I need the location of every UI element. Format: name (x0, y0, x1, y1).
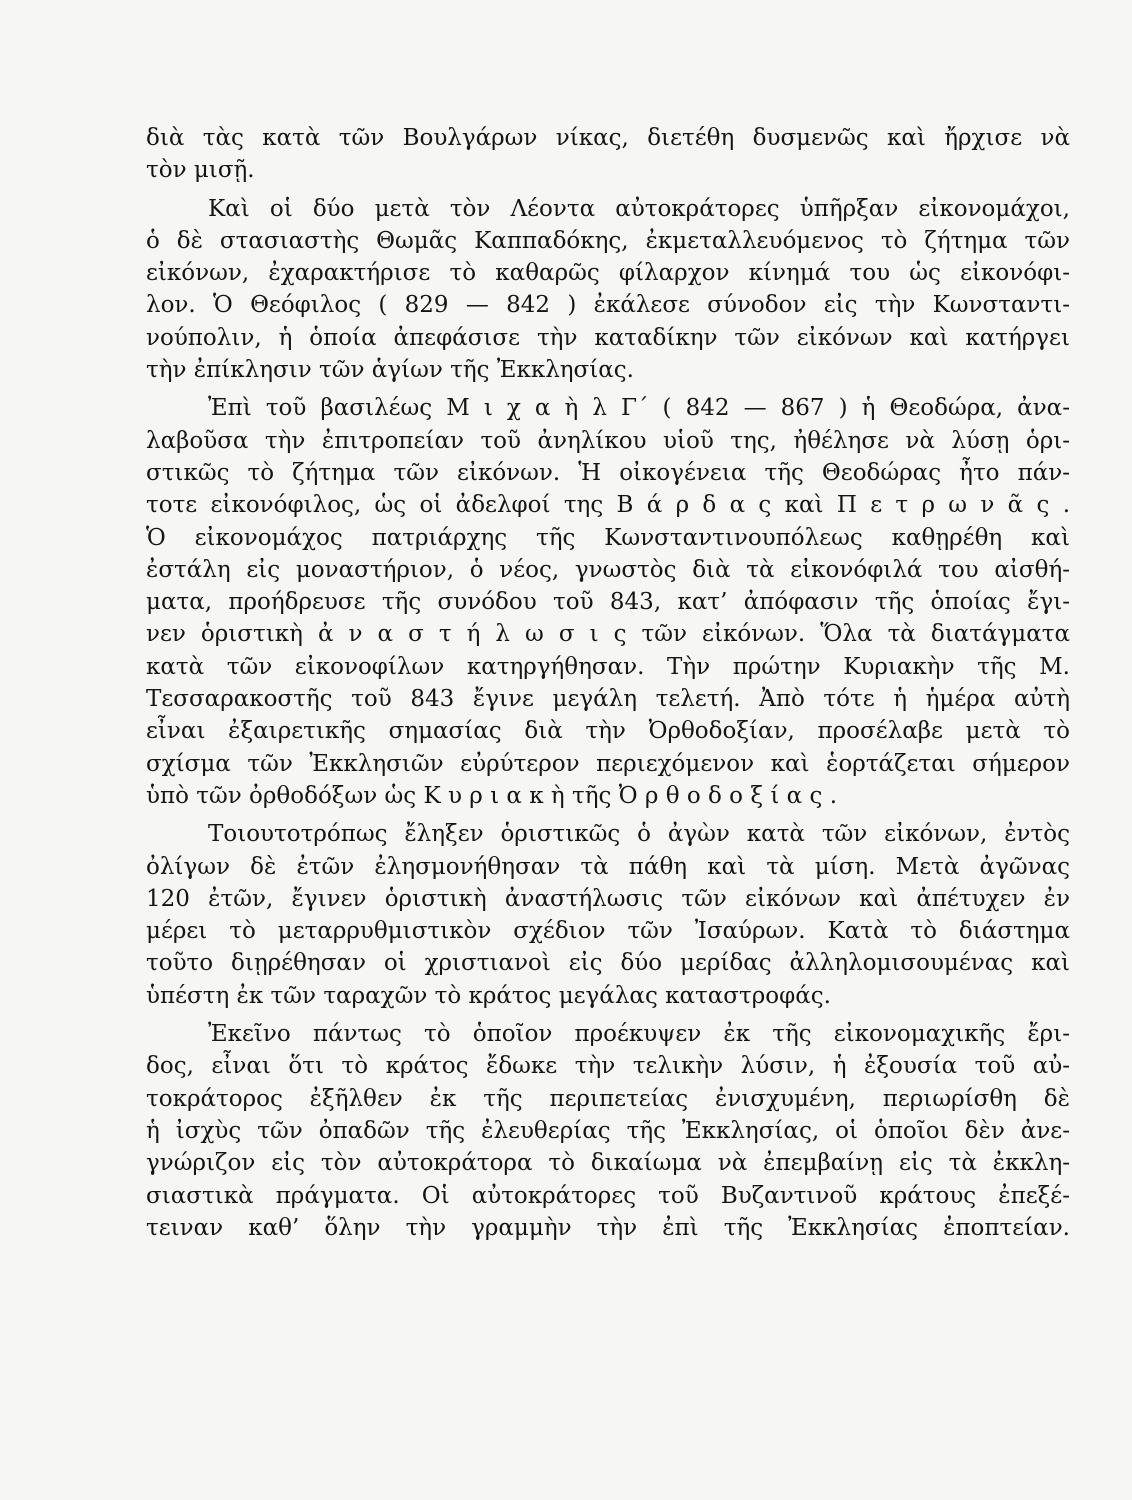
text-line: κατὰ τῶν εἰκονοφίλων κατηργήθησαν. Τὴν πρώτην Κυριακὴν τῆς Μ. (146, 653, 1070, 680)
text-line: Ἐπὶ τοῦ βασιλέως Μ ι χ α ὴ λ Γ΄ ( 842 — 867 ) ἡ Θεοδώρα, ἀνα- (208, 395, 1070, 422)
paragraph (146, 122, 1070, 187)
text-line: λον. Ὁ Θεόφιλος ( 829 — 842 ) ἐκάλεσε σύνοδον εἰς τὴν Κωνσταντι- (146, 292, 1070, 319)
text-line: ὀλίγων δὲ ἐτῶν ἐλησμονήθησαν τὰ πάθη καὶ τὰ μίση. Μετὰ ἀγῶνας (146, 853, 1070, 880)
text-line: σιαστικὰ πράγματα. Οἱ αὐτοκράτορες τοῦ Βυζαντινοῦ κράτους ἐπεξέ- (146, 1182, 1070, 1209)
text-line: μέρει τὸ μεταρρυθμιστικὸν σχέδιον τῶν Ἰσαύρων. Κατὰ τὸ διάστημα (146, 918, 1070, 945)
text-line: ὁ δὲ στασιαστὴς Θωμᾶς Καππαδόκης, ἐκμεταλλευόμενος τὸ ζήτημα τῶν (146, 227, 1070, 254)
text-line: διὰ τὰς κατὰ τῶν Βουλγάρων νίκας, διετέθη δυσμενῶς καὶ ἤρχισε νὰ (146, 125, 1070, 151)
text-line: νεν ὁριστικὴ ἀ ν α σ τ ή λ ω σ ι ς τῶν εἰκόνων. Ὅλα τὰ διατάγματα (146, 621, 1070, 648)
paragraph (146, 392, 1070, 812)
text-line: εἶναι ἐξαιρετικῆς σημασίας διὰ τὴν Ὀρθοδοξίαν, προσέλαβε μετὰ τὸ (146, 718, 1070, 745)
text-line: Τεσσαρακοστῆς τοῦ 843 ἔγινε μεγάλη τελετή. Ἀπὸ τότε ἡ ἡμέρα αὐτὴ (146, 686, 1070, 713)
text-line: στικῶς τὸ ζήτημα τῶν εἰκόνων. Ἡ οἰκογένεια τῆς Θεοδώρας ἦτο πάν- (146, 459, 1070, 486)
text-line: ὑπὸ τῶν ὀρθοδόξων ὡς Κ υ ρ ι α κ ὴ τῆς Ὀ ρ θ ο δ ο ξ ί α ς . (146, 782, 837, 809)
text-line: ἐστάλη εἰς μοναστήριον, ὁ νέος, γνωστὸς διὰ τὰ εἰκονόφιλά του αἰσθή- (146, 556, 1070, 583)
text-line: νούπολιν, ἡ ὁποία ἀπεφάσισε τὴν καταδίκην τῶν εἰκόνων καὶ κατήργει (146, 324, 1070, 351)
body-text (146, 122, 1070, 1244)
text-line: ματα, προήδρευσε τῆς συνόδου τοῦ 843, κατ’ ἀπόφασιν τῆς ὁποίας ἔγι- (146, 589, 1070, 616)
text-line: γνώριζον εἰς τὸν αὐτοκράτορα τὸ δικαίωμα νὰ ἐπεμβαίνῃ εἰς τὰ ἐκκλη- (146, 1150, 1070, 1177)
text-line: Ὁ εἰκονομάχος πατριάρχης τῆς Κωνσταντινουπόλεως καθῃρέθη καὶ (146, 524, 1070, 551)
text-line: ὑπέστη ἐκ τῶν ταραχῶν τὸ κράτος μεγάλας καταστροφάς. (146, 982, 831, 1009)
text-line: τὴν ἐπίκλησιν τῶν ἁγίων τῆς Ἐκκλησίας. (146, 357, 634, 384)
text-line: τὸν μισῇ. (146, 157, 255, 184)
text-line: Καὶ οἱ δύο μετὰ τὸν Λέοντα αὐτοκράτορες ὑπῆρξαν εἰκονομάχοι, (208, 195, 1070, 222)
text-line: εἰκόνων, ἐχαρακτήρισε τὸ καθαρῶς φίλαρχον κίνημά του ὡς εἰκονόφι- (146, 260, 1070, 287)
text-line: λαβοῦσα τὴν ἐπιτροπείαν τοῦ ἀνηλίκου υἱοῦ της, ἠθέλησε νὰ λύσῃ ὁρι- (146, 427, 1070, 454)
text-line: τοκράτορος ἐξῆλθεν ἐκ τῆς περιπετείας ἐνισχυμένη, περιωρίσθη δὲ (146, 1085, 1070, 1112)
text-line: 120 ἐτῶν, ἔγινεν ὁριστικὴ ἀναστήλωσις τῶν εἰκόνων καὶ ἀπέτυχεν ἐν (146, 885, 1070, 912)
text-line: Ἐκεῖνο πάντως τὸ ὁποῖον προέκυψεν ἐκ τῆς εἰκονομαχικῆς ἔρι- (208, 1021, 1070, 1048)
text-line: τειναν καθ’ ὅλην τὴν γραμμὴν τὴν ἐπὶ τῆς Ἐκκλησίας ἐποπτείαν. (146, 1214, 1070, 1241)
paragraph (146, 818, 1070, 1012)
text-line: σχίσμα τῶν Ἐκκλησιῶν εὐρύτερον περιεχόμενον καὶ ἑορτάζεται σήμερον (146, 750, 1070, 777)
text-line: τοῦτο διῃρέθησαν οἱ χριστιανοὶ εἰς δύο μερίδας ἀλληλομισουμένας καὶ (146, 950, 1070, 977)
paragraph (146, 193, 1070, 387)
text-line: Τοιουτοτρόπως ἔληξεν ὁριστικῶς ὁ ἀγὼν κατὰ τῶν εἰκόνων, ἐντὸς (208, 821, 1070, 848)
text-line: ἡ ἰσχὺς τῶν ὀπαδῶν τῆς ἐλευθερίας τῆς Ἐκκλησίας, οἱ ὁποῖοι δὲν ἀνε- (146, 1117, 1070, 1144)
text-line: δος, εἶναι ὅτι τὸ κράτος ἔδωκε τὴν τελικὴν λύσιν, ἡ ἐξουσία τοῦ αὐ- (146, 1053, 1070, 1080)
text-line: τοτε εἰκονόφιλος, ὡς οἱ ἀδελφοί της Β ά ρ δ α ς καὶ Π ε τ ρ ω ν ᾶ ς . (146, 492, 1070, 519)
paragraph (146, 1018, 1070, 1244)
